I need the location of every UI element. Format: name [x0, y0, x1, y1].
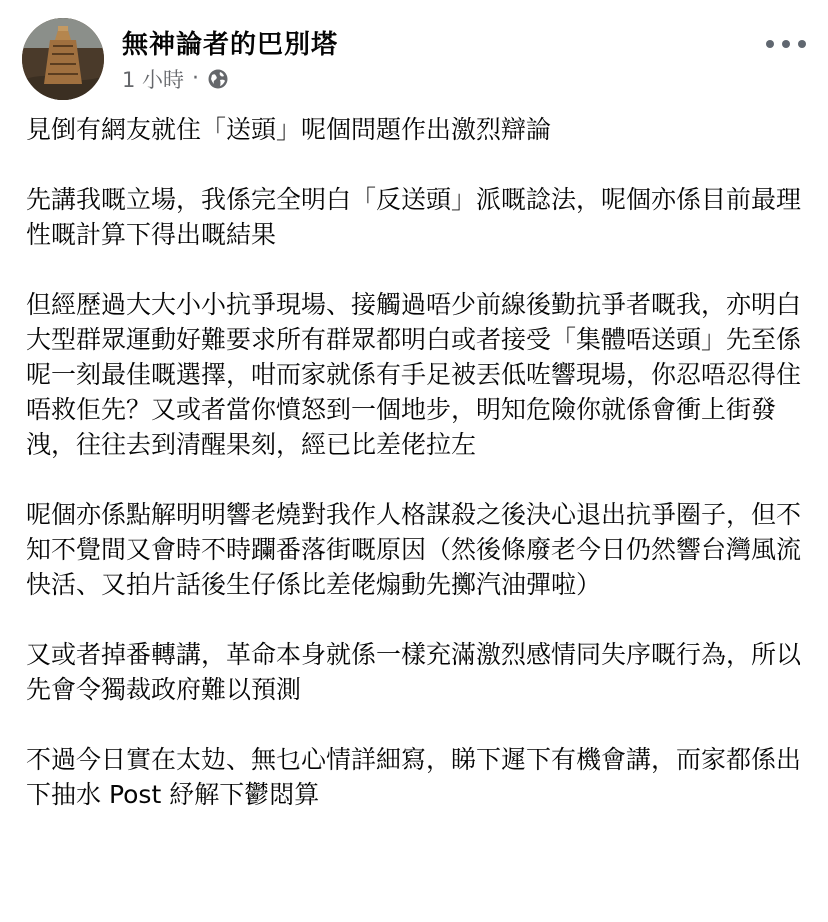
author-name[interactable]: 無神論者的巴別塔: [122, 30, 339, 60]
post-timestamp[interactable]: 1 小時: [122, 68, 185, 92]
avatar[interactable]: [22, 18, 104, 100]
more-options-icon[interactable]: [766, 32, 806, 56]
post-paragraph: 先講我嘅立場，我係完全明白「反送頭」派嘅諗法，呢個亦係目前最理性嘅計算下得出嘅結果: [26, 185, 802, 249]
post-paragraph: 呢個亦係點解明明響老燒對我作人格謀殺之後決心退出抗爭圈子，但不知不覺間又會時不時躝番落街嘅原因（然後條廢老今日仍然響台灣風流快活、又拍片話後生仔係比差佬煽動先擲汽油彈啦）: [26, 500, 802, 599]
globe-icon[interactable]: [207, 68, 229, 90]
post-paragraph: 但經歷過大大小小抗爭現場、接觸過唔少前線後勤抗爭者嘅我，亦明白大型群眾運動好難要求所有群眾都明白或者接受「集體唔送頭」先至係呢一刻最佳嘅選擇，咁而家就係有手足被丟低咗響現場，你忍唔忍得住唔救佢先？又或者當你憤怒到一個地步，明知危險你就係會衝上街發洩，往往去到清醒果刻，經已比差佬拉左: [26, 290, 802, 459]
meta-separator: ·: [192, 66, 200, 91]
post-header: [22, 18, 806, 102]
post-paragraph: 見倒有網友就住「送頭」呢個問題作出激烈辯論: [26, 115, 552, 144]
tower-of-babel-avatar: [22, 18, 104, 100]
post-body: [26, 112, 806, 812]
post-meta: [122, 64, 229, 94]
post-paragraph: 又或者掉番轉講，革命本身就係一樣充滿激烈感情同失序嘅行為，所以先會令獨裁政府難以預測: [26, 640, 802, 704]
more-dot: [798, 40, 806, 48]
more-dot: [782, 40, 790, 48]
post-paragraph: 不過今日實在太攰、無乜心情詳細寫，睇下遲下有機會講，而家都係出下抽水 Post 紓解下鬱悶算: [26, 745, 802, 809]
more-dot: [766, 40, 774, 48]
